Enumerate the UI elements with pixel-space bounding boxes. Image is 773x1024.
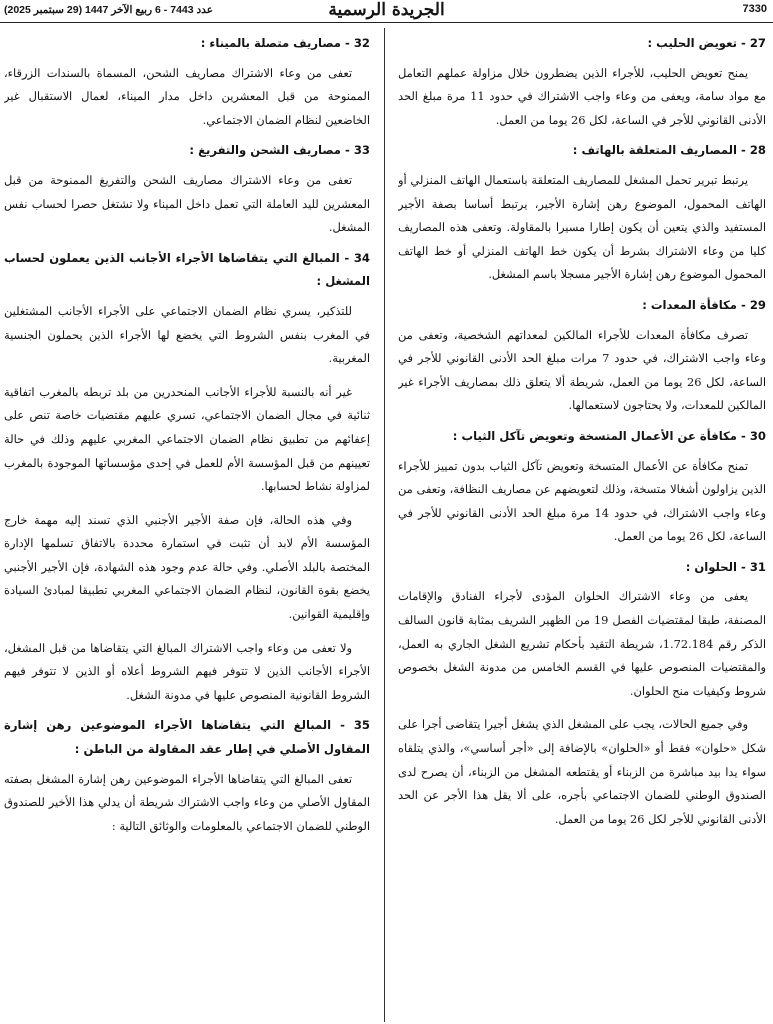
article-paragraph: تصرف مكافأة المعدات للأجراء المالكين لمعداتهم الشخصية، وتعفى من وعاء واجب الاشتراك، في حدود 7 مرات مبلغ الحد الأدنى القانوني للأجر في الساعة، لكل 26 يوما من العمل، شريطة ألا يتعلق ذلك بمصاريف الأجراء غير المالكين للمعدات، ولا يحتاجون لاستعمالها. bbox=[398, 327, 766, 413]
article-paragraph: وفي هذه الحالة، فإن صفة الأجير الأجنبي الذي تسند إليه مهمة خارج المؤسسة الأم لابد أن تثبت في استمارة محددة بالاتفاق تسلمها الإدارة المختصة بالبلد الأصلي. وفي حالة عدم وجود هذه الشهادة، فإن الأجير الأجنبي يخضع بقوة القانون، لنظام الضمان الاجتماعي المغربي تطبيقا لمبادئ السيادة وإقليمية القوانين. bbox=[4, 512, 370, 622]
article-heading: 33 - مصاريف الشحن والتفريغ : bbox=[189, 143, 370, 158]
left-column bbox=[4, 32, 370, 1022]
article-heading: 29 - مكافأة المعدات : bbox=[642, 297, 766, 312]
article-heading: 30 - مكافأة عن الأعمال المتسخة وتعويض تآكل الثياب : bbox=[452, 428, 766, 443]
article-section bbox=[398, 32, 766, 132]
article-paragraph: ولا تعفى من وعاء واجب الاشتراك المبالغ التي يتقاضاها من قبل المشغل، الأجراء الأجانب الذين لا تتوفر فيهم الشروط أعلاه أو الذين لا تتوفر فيهم الشروط القانونية المنصوص عليها في مدونة الشغل. bbox=[4, 640, 370, 702]
column-divider bbox=[384, 28, 385, 1022]
article-heading: 31 - الحلوان : bbox=[685, 559, 766, 574]
article-paragraph: تعفى من وعاء الاشتراك مصاريف الشحن والتفريغ الممنوحة من قبل المعشرين لليد العاملة التي تعمل داخل الميناء ولا تشتغل حصرا لحساب نفس المشغل. bbox=[4, 172, 370, 235]
article-paragraph: للتذكير، يسري نظام الضمان الاجتماعي على الأجراء الأجانب المشتغلين في المغرب بنفس الشروط التي يخضع لها الأجراء الذين يحملون الجنسية المغربية. bbox=[4, 303, 370, 366]
article-paragraph: يمنح تعويض الحليب، للأجراء الذين يضطرون خلال مزاولة عملهم التعامل مع مواد سامة، ويعفى من وعاء واجب الاشتراك في حدود 11 مرة مبلغ الحد الأدنى القانوني للأجر في الساعة، لكل 26 يوما من العمل. bbox=[398, 65, 766, 127]
article-heading: 34 - المبالغ التي يتقاضاها الأجراء الأجانب الذين يعملون لحساب المشغل : bbox=[4, 250, 370, 289]
page-header bbox=[0, 0, 773, 23]
article-heading: 32 - مصاريف متصلة بالميناء : bbox=[200, 36, 370, 50]
article-section bbox=[4, 714, 370, 838]
article-heading: 35 - المبالغ التي يتقاضاها الأجراء الموضوعين رهن إشارة المقاول الأصلي في إطار عقد المقاولة من الباطن : bbox=[4, 718, 370, 757]
article-paragraph: تمنح مكافأة عن الأعمال المتسخة وتعويض تآكل الثياب بدون تمييز للأجراء الذين يزاولون أشغالا متسخة، وذلك لتعويضهم عن مصاريف النظافة، وتعفى من وعاء واجب الاشتراك، في حدود 14 مرة مبلغ الحد الأدنى القانوني للأجر في الساعة، لكل 26 يوما من العمل. bbox=[398, 458, 766, 544]
right-column bbox=[398, 32, 766, 1022]
article-section bbox=[4, 247, 370, 708]
article-section bbox=[4, 139, 370, 239]
issue-info: عدد 7443 - 6 ربيع الآخر 1447 (29 سبتمبر 2025) bbox=[4, 4, 213, 16]
article-section bbox=[398, 425, 766, 549]
article-section bbox=[4, 32, 370, 132]
article-paragraph: وفي جميع الحالات، يجب على المشغل الذي يشغل أجيرا يتقاضى أجرا على شكل «حلوان» فقط أو «الحلوان» بالإضافة إلى «أجر أساسي»، والذي يتلقاه سواء يدا بيد مباشرة من الزبناء أو يقتطعه المشغل من الزبناء، أن يصرح لدى الصندوق الوطني للضمان الاجتماعي بأجره، على ألا يقل هذا الأجر عن الحد الأدنى القانوني للأجر لكل 26 يوما من العمل. bbox=[398, 717, 766, 826]
gazette-title: الجريدة الرسمية bbox=[328, 0, 445, 20]
article-section bbox=[398, 556, 766, 832]
article-paragraph: تعفى من وعاء الاشتراك مصاريف الشحن، المسماة بالسندات الزرقاء، الممنوحة من قبل المعشرين داخل مدار الميناء، لعمال الاستقبال غير الخاضعين لنظام الضمان الاجتماعي. bbox=[4, 65, 370, 127]
article-paragraph: يعفى من وعاء الاشتراك الحلوان المؤدى لأجراء الفنادق والإقامات المصنفة، طبقا لمقتضيات الفصل 19 من الظهير الشريف بمثابة قانون السالف الذكر رقم 1.72.184، شريطة التقيد بأحكام تشريع الشغل الجاري به العمل، والمقتضيات المنصوص عليها في القسم الخامس من مدونة الشغل بخصوص شروط وكيفيات منح الحلوان. bbox=[398, 589, 766, 698]
article-section bbox=[398, 139, 766, 287]
article-heading: 27 - تعويض الحليب : bbox=[647, 36, 766, 50]
article-paragraph: غير أنه بالنسبة للأجراء الأجانب المنحدرين من بلد تربطه بالمغرب اتفاقية ثنائية في مجال الضمان الاجتماعي، تسري عليهم مقتضيات خاصة تنص على إعفائهم من تطبيق نظام الضمان الاجتماعي المغربي عليهم وذلك في حالة تعيينهم من قبل المؤسسة الأم للعمل في إحدى مؤسساتها الموجودة بالمغرب لمزاولة نشاط لحسابها. bbox=[4, 384, 370, 494]
article-paragraph: يرتبط تبرير تحمل المشغل للمصاريف المتعلقة باستعمال الهاتف المنزلي أو الهاتف المحمول، الموضوع رهن إشارة الأجير، يرتبط أساسا بصفة الأجير المستفيد والذي يتعين أن يكون إطارا مسيرا بالمقاولة. وتعفى هذه المصاريف كليا من وعاء الاشتراك بشرط أن يكون خط الهاتف المنزلي أو خط الهاتف المحمول الموضوع رهن إشارة الأجير مسجلا باسم المشغل. bbox=[398, 172, 766, 282]
article-paragraph: تعفى المبالغ التي يتقاضاها الأجراء الموضوعين رهن إشارة المشغل بصفته المقاول الأصلي من وعاء واجب الاشتراك شريطة أن يدلي هذا الأخير للصندوق الوطني للضمان الاجتماعي بالمعلومات والوثائق التالية : bbox=[4, 771, 370, 833]
article-section bbox=[398, 294, 766, 418]
article-heading: 28 - المصاريف المتعلقة بالهاتف : bbox=[572, 143, 766, 158]
page-number: 7330 bbox=[742, 3, 767, 15]
